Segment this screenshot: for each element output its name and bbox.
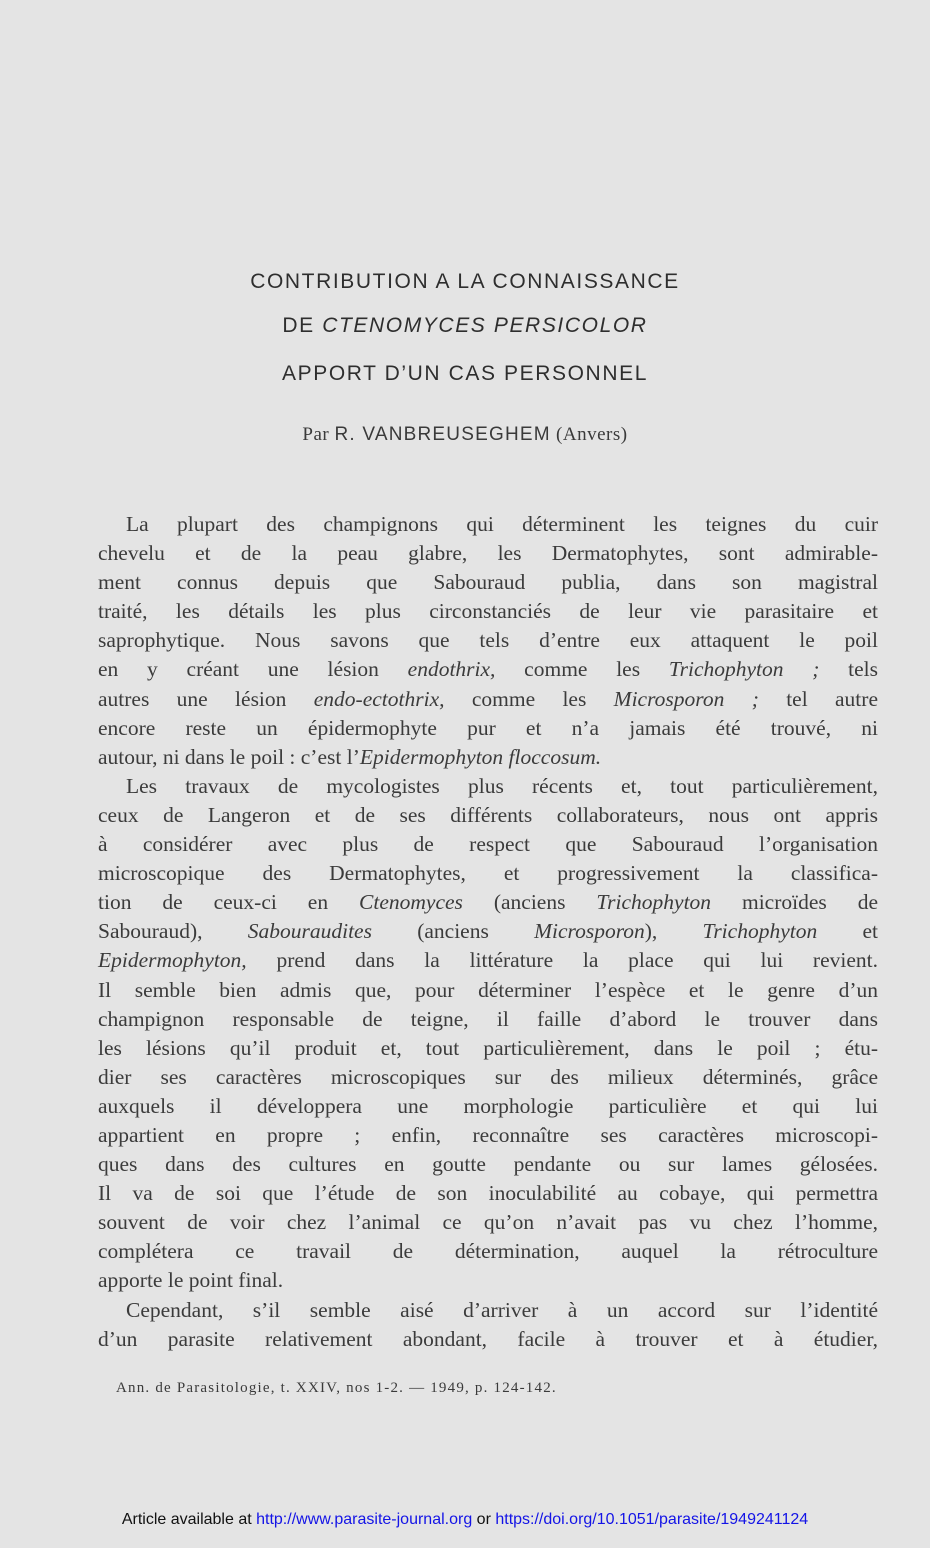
journal-site-link[interactable]: http://www.parasite-journal.org bbox=[256, 1511, 473, 1528]
italic-term: endothrix, bbox=[407, 657, 496, 682]
text-run: microïdes de bbox=[711, 890, 878, 915]
body-line bbox=[98, 946, 878, 975]
text-run: prend dans la littérature la place qui lui revient. bbox=[246, 948, 878, 973]
availability-footer bbox=[0, 1511, 930, 1529]
italic-term: endo-ectothrix, bbox=[313, 686, 445, 711]
doi-link[interactable]: https://doi.org/10.1051/parasite/1949241124 bbox=[495, 1511, 809, 1528]
author-name: R. VANBREUSEGHEM bbox=[334, 424, 551, 445]
title-species: CTENOMYCES PERSICOLOR bbox=[322, 314, 648, 337]
article-title-line-3: APPORT D’UN CAS PERSONNEL bbox=[282, 362, 648, 385]
italic-term: Trichophyton bbox=[702, 919, 818, 944]
article-title-line-1: CONTRIBUTION A LA CONNAISSANCE bbox=[250, 270, 680, 293]
italic-term: Epidermophyton, bbox=[98, 948, 247, 973]
title-prefix: DE bbox=[282, 314, 323, 337]
body-line: complétera ce travail de détermination, auquel la rétroculture bbox=[98, 1239, 878, 1264]
body-line bbox=[98, 888, 878, 917]
body-line bbox=[98, 655, 878, 684]
body-line: Les travaux de mycologistes plus récents et, tout particulièrement, bbox=[126, 773, 878, 798]
body-line: apporte le point final. bbox=[98, 1268, 284, 1293]
body-line: auxquels il développera une morphologie particulière et qui lui bbox=[98, 1093, 878, 1118]
article-title-line-2 bbox=[0, 314, 930, 338]
footer-middle: or bbox=[472, 1511, 496, 1528]
article-body bbox=[98, 510, 878, 1354]
body-line: à considérer avec plus de respect que Sabouraud l’organisation bbox=[98, 832, 878, 857]
text-run: autour, ni dans le poil : c’est l’ bbox=[98, 744, 360, 769]
text-run: autres une lésion bbox=[98, 686, 314, 711]
body-line: champignon responsable de teigne, il faille d’abord le trouver dans bbox=[98, 1006, 878, 1031]
italic-term: Ctenomyces bbox=[359, 890, 463, 915]
body-line bbox=[98, 685, 878, 714]
body-line: chevelu et de la peau glabre, les Dermatophytes, sont admirable- bbox=[98, 541, 878, 566]
body-line bbox=[98, 917, 878, 946]
body-line: Il semble bien admis que, pour déterminer l’espèce et le genre d’un bbox=[98, 977, 878, 1002]
body-line: appartient en propre ; enfin, reconnaître ses caractères microscopi- bbox=[98, 1122, 878, 1147]
body-line: dier ses caractères microscopiques sur des milieux déterminés, grâce bbox=[98, 1064, 878, 1089]
italic-term: Epidermophyton floccosum. bbox=[359, 744, 602, 769]
body-line: Cependant, s’il semble aisé d’arriver à un accord sur l’identité bbox=[126, 1297, 878, 1322]
body-line: ques dans des cultures en goutte pendante ou sur lames gélosées. bbox=[98, 1152, 878, 1177]
text-run: Sabouraud), bbox=[98, 919, 248, 944]
text-run: tels bbox=[819, 657, 879, 682]
footer-prefix: Article available at bbox=[121, 1511, 257, 1528]
body-line bbox=[98, 743, 878, 772]
italic-term: Microsporon ; bbox=[613, 686, 759, 711]
body-line: d’un parasite relativement abondant, facile à trouver et à étudier, bbox=[98, 1326, 878, 1351]
text-run: tion de ceux-ci en bbox=[98, 890, 360, 915]
text-run: tel autre bbox=[758, 686, 878, 711]
text-run: comme les bbox=[444, 686, 614, 711]
body-line: souvent de voir chez l’animal ce qu’on n’avait pas vu chez l’homme, bbox=[98, 1210, 878, 1235]
body-line: microscopique des Dermatophytes, et progressivement la classifica- bbox=[98, 861, 878, 886]
body-line: ceux de Langeron et de ses différents collaborateurs, nous ont appris bbox=[98, 802, 878, 827]
body-line: saprophytique. Nous savons que tels d’entre eux attaquent le poil bbox=[98, 628, 878, 653]
body-line: traité, les détails les plus circonstanciés de leur vie parasitaire et bbox=[98, 599, 878, 624]
author-line bbox=[0, 424, 930, 446]
author-affiliation: (Anvers) bbox=[550, 424, 628, 445]
italic-term: Microsporon bbox=[534, 919, 645, 944]
text-run: en y créant une lésion bbox=[98, 657, 408, 682]
text-run: (anciens bbox=[462, 890, 597, 915]
italic-term: Sabouraudites bbox=[247, 919, 372, 944]
body-line: encore reste un épidermophyte pur et n’a jamais été trouvé, ni bbox=[98, 715, 878, 740]
body-line: La plupart des champignons qui déterminent les teignes du cuir bbox=[126, 512, 878, 536]
text-run: comme les bbox=[495, 657, 669, 682]
journal-reference: Ann. de Parasitologie, t. XXIV, nos 1-2. — 1949, p. 124-142. bbox=[116, 1380, 557, 1396]
body-line: les lésions qu’il produit et, tout particulièrement, dans le poil ; étu- bbox=[98, 1035, 878, 1060]
italic-term: Trichophyton bbox=[596, 890, 712, 915]
text-run: ), bbox=[644, 919, 703, 944]
body-line: Il va de soi que l’étude de son inoculabilité au cobaye, qui permettra bbox=[98, 1181, 878, 1206]
italic-term: Trichophyton ; bbox=[668, 657, 820, 682]
text-run: (anciens bbox=[371, 919, 535, 944]
author-prefix: Par bbox=[302, 424, 335, 445]
text-run: et bbox=[817, 919, 878, 944]
body-line: ment connus depuis que Sabouraud publia, dans son magistral bbox=[98, 570, 878, 595]
